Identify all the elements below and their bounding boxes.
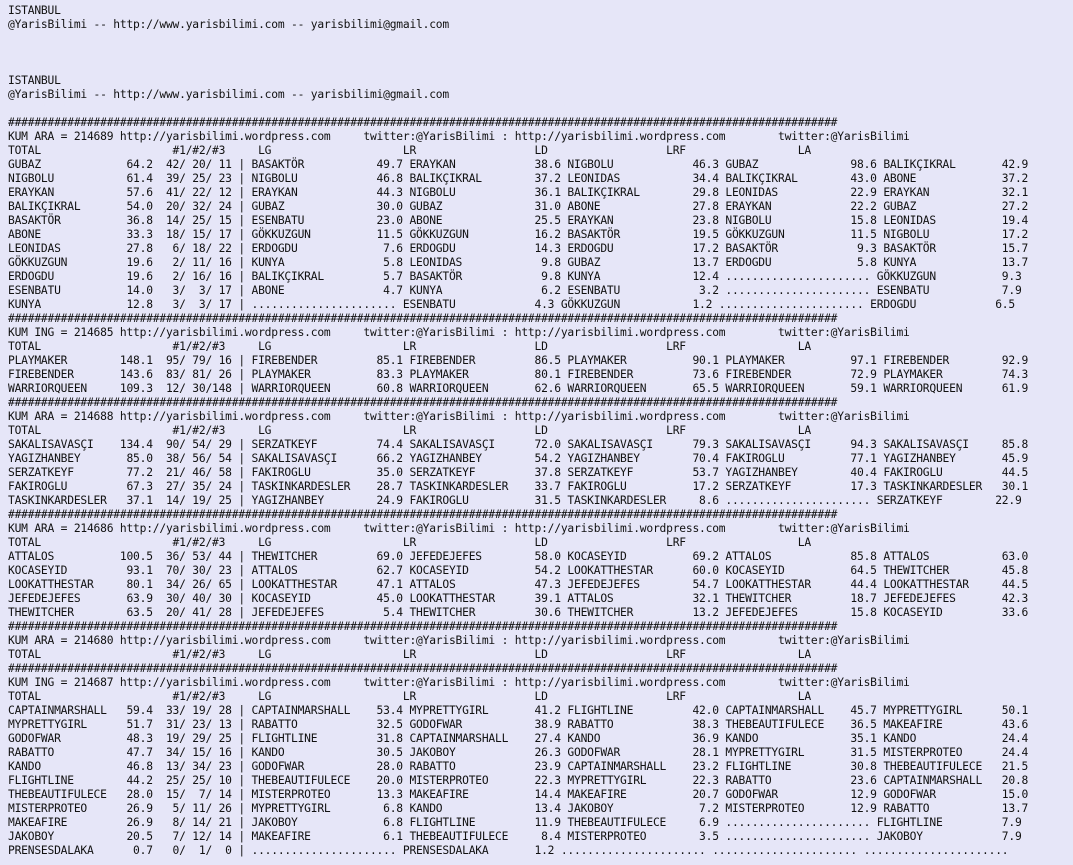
text-line: JAKOBOY 20.5 7/ 12/ 14 | MAKEAFIRE 6.1 THEBEAUTIFULECE 8.4 MISTERPROTEO 3.5 ...................... JAKOBOY 7.9 <box>8 830 1022 843</box>
text-line: KUM ARA = 214680 http://yarisbilimi.wordpress.com twitter:@YarisBilimi : http://yarisbilimi.wordpress.com twitter:@YarisBilimi <box>8 634 910 647</box>
text-line: SERZATKEYF 77.2 21/ 46/ 58 | FAKIROGLU 35.0 SERZATKEYF 37.8 SERZATKEYF 53.7 YAGIZHANBEY 40.4 FAKIROGLU 44.5 <box>8 466 1029 479</box>
text-line: ATTALOS 100.5 36/ 53/ 44 | THEWITCHER 69.0 JEFEDEJEFES 58.0 KOCASEYID 69.2 ATTALOS 85.8 ATTALOS 63.0 <box>8 550 1029 563</box>
text-line: WARRIORQUEEN 109.3 12/ 30/148 | WARRIORQUEEN 60.8 WARRIORQUEEN 62.6 WARRIORQUEEN 65.5 WARRIORQUEEN 59.1 WARRIORQUEEN 61.9 <box>8 382 1029 395</box>
text-line: YAGIZHANBEY 85.0 38/ 56/ 54 | SAKALISAVASÇI 66.2 YAGIZHANBEY 54.2 YAGIZHANBEY 70.4 FAKIROGLU 77.1 YAGIZHANBEY 45.9 <box>8 452 1029 465</box>
text-line: GODOFWAR 48.3 19/ 29/ 25 | FLIGHTLINE 31.8 CAPTAINMARSHALL 27.4 KANDO 36.9 KANDO 35.1 KANDO 24.4 <box>8 732 1029 745</box>
text-line: PLAYMAKER 148.1 95/ 79/ 16 | FIREBENDER 85.1 FIREBENDER 86.5 PLAYMAKER 90.1 PLAYMAKER 97.1 FIREBENDER 92.9 <box>8 354 1029 367</box>
text-line: ERDOGDU 19.6 2/ 16/ 16 | BALIKÇIKRAL 5.7 BASAKTÖR 9.8 KUNYA 12.4 ...................... GÖKKUZGUN 9.3 <box>8 270 1022 283</box>
blank-line <box>8 102 1073 116</box>
text-line: BALIKÇIKRAL 54.0 20/ 32/ 24 | GUBAZ 30.0 GUBAZ 31.0 ABONE 27.8 ERAYKAN 22.2 GUBAZ 27.2 <box>8 200 1029 213</box>
text-line: KUM ARA = 214688 http://yarisbilimi.wordpress.com twitter:@YarisBilimi : http://yarisbilimi.wordpress.com twitter:@YarisBilimi <box>8 410 910 423</box>
separator-line: ############################################################################################################################## <box>8 396 838 409</box>
text-line: @YarisBilimi -- http://www.yarisbilimi.com -- yarisbilimi@gmail.com <box>8 88 449 101</box>
text-line: ISTANBUL <box>8 4 61 17</box>
text-line: RABATTO 47.7 34/ 15/ 16 | KANDO 30.5 JAKOBOY 26.3 GODOFWAR 28.1 MYPRETTYGIRL 31.5 MISTERPROTEO 24.4 <box>8 746 1029 759</box>
text-line: TOTAL #1/#2/#3 LG LR LD LRF LA <box>8 424 811 437</box>
text-line: FLIGHTLINE 44.2 25/ 25/ 10 | THEBEAUTIFULECE 20.0 MISTERPROTEO 22.3 MYPRETTYGIRL 22.3 RABATTO 23.6 CAPTAINMARSHALL 20.8 <box>8 774 1029 787</box>
text-line: FAKIROGLU 67.3 27/ 35/ 24 | TASKINKARDESLER 28.7 TASKINKARDESLER 33.7 FAKIROGLU 17.2 SERZATKEYF 17.3 TASKINKARDESLER 30.1 <box>8 480 1029 493</box>
text-line: GÖKKUZGUN 19.6 2/ 11/ 16 | KUNYA 5.8 LEONIDAS 9.8 GUBAZ 13.7 ERDOGDU 5.8 KUNYA 13.7 <box>8 256 1029 269</box>
text-line: GUBAZ 64.2 42/ 20/ 11 | BASAKTÖR 49.7 ERAYKAN 38.6 NIGBOLU 46.3 GUBAZ 98.6 BALIKÇIKRAL 42.9 <box>8 158 1029 171</box>
text-line: JEFEDEJEFES 63.9 30/ 40/ 30 | KOCASEYID 45.0 LOOKATTHESTAR 39.1 ATTALOS 32.1 THEWITCHER 18.7 JEFEDEJEFES 42.3 <box>8 592 1029 605</box>
blank-line <box>8 46 1073 60</box>
text-line: THEWITCHER 63.5 20/ 41/ 28 | JEFEDEJEFES 5.4 THEWITCHER 30.6 THEWITCHER 13.2 JEFEDEJEFES 15.8 KOCASEYID 33.6 <box>8 606 1029 619</box>
text-line: KANDO 46.8 13/ 34/ 23 | GODOFWAR 28.0 RABATTO 23.9 CAPTAINMARSHALL 23.2 FLIGHTLINE 30.8 THEBEAUTIFULECE 21.5 <box>8 760 1029 773</box>
text-line: KUM ING = 214685 http://yarisbilimi.wordpress.com twitter:@YarisBilimi : http://yarisbilimi.wordpress.com twitter:@YarisBilimi <box>8 326 910 339</box>
text-line: KUM ARA = 214689 http://yarisbilimi.wordpress.com twitter:@YarisBilimi : http://yarisbilimi.wordpress.com twitter:@YarisBilimi <box>8 130 910 143</box>
text-line: KUNYA 12.8 3/ 3/ 17 | ...................... ESENBATU 4.3 GÖKKUZGUN 1.2 ...................... ERDOGDU 6.5 <box>8 298 1015 311</box>
text-line: MISTERPROTEO 26.9 5/ 11/ 26 | MYPRETTYGIRL 6.8 KANDO 13.4 JAKOBOY 7.2 MISTERPROTEO 12.9 RABATTO 13.7 <box>8 802 1029 815</box>
text-line: ERAYKAN 57.6 41/ 22/ 12 | ERAYKAN 44.3 NIGBOLU 36.1 BALIKÇIKRAL 29.8 LEONIDAS 22.9 ERAYKAN 32.1 <box>8 186 1029 199</box>
text-line: TASKINKARDESLER 37.1 14/ 19/ 25 | YAGIZHANBEY 24.9 FAKIROGLU 31.5 TASKINKARDESLER 8.6 ...................... SERZATKEYF 22.9 <box>8 494 1022 507</box>
separator-line: ############################################################################################################################## <box>8 620 838 633</box>
text-line: LOOKATTHESTAR 80.1 34/ 26/ 65 | LOOKATTHESTAR 47.1 ATTALOS 47.3 JEFEDEJEFES 54.7 LOOKATTHESTAR 44.4 LOOKATTHESTAR 44.5 <box>8 578 1029 591</box>
separator-line: ############################################################################################################################## <box>8 662 838 675</box>
text-line: TOTAL #1/#2/#3 LG LR LD LRF LA <box>8 340 811 353</box>
separator-line: ############################################################################################################################## <box>8 508 838 521</box>
text-line: ISTANBUL <box>8 74 61 87</box>
text-line: TOTAL #1/#2/#3 LG LR LD LRF LA <box>8 536 811 549</box>
text-line: SAKALISAVASÇI 134.4 90/ 54/ 29 | SERZATKEYF 74.4 SAKALISAVASÇI 72.0 SAKALISAVASÇI 79.3 SAKALISAVASÇI 94.3 SAKALISAVASÇI 85.8 <box>8 438 1029 451</box>
text-line: LEONIDAS 27.8 6/ 18/ 22 | ERDOGDU 7.6 ERDOGDU 14.3 ERDOGDU 17.2 BASAKTÖR 9.3 BASAKTÖR 15.7 <box>8 242 1029 255</box>
text-line: TOTAL #1/#2/#3 LG LR LD LRF LA <box>8 648 811 661</box>
text-line: TOTAL #1/#2/#3 LG LR LD LRF LA <box>8 144 811 157</box>
text-line: @YarisBilimi -- http://www.yarisbilimi.com -- yarisbilimi@gmail.com <box>8 18 449 31</box>
text-line: MAKEAFIRE 26.9 8/ 14/ 21 | JAKOBOY 6.8 FLIGHTLINE 11.9 THEBEAUTIFULECE 6.9 ...................... FLIGHTLINE 7.9 <box>8 816 1022 829</box>
text-line: PRENSESDALAKA 0.7 0/ 1/ 0 | ...................... PRENSESDALAKA 1.2 ...................... ...................... ...................... <box>8 844 1009 857</box>
text-line: BASAKTÖR 36.8 14/ 25/ 15 | ESENBATU 23.0 ABONE 25.5 ERAYKAN 23.8 NIGBOLU 15.8 LEONIDAS 19.4 <box>8 214 1029 227</box>
separator-line: ############################################################################################################################## <box>8 116 838 129</box>
text-line: MYPRETTYGIRL 51.7 31/ 23/ 13 | RABATTO 32.5 GODOFWAR 38.9 RABATTO 38.3 THEBEAUTIFULECE 36.5 MAKEAFIRE 43.6 <box>8 718 1029 731</box>
text-line: ESENBATU 14.0 3/ 3/ 17 | ABONE 4.7 KUNYA 6.2 ESENBATU 3.2 ...................... ESENBATU 7.9 <box>8 284 1022 297</box>
text-line: KUM ING = 214687 http://yarisbilimi.wordpress.com twitter:@YarisBilimi : http://yarisbilimi.wordpress.com twitter:@YarisBilimi <box>8 676 910 689</box>
text-line: CAPTAINMARSHALL 59.4 33/ 19/ 28 | CAPTAINMARSHALL 53.4 MYPRETTYGIRL 41.2 FLIGHTLINE 42.0 CAPTAINMARSHALL 45.7 MYPRETTYGIRL 50.1 <box>8 704 1029 717</box>
text-line: TOTAL #1/#2/#3 LG LR LD LRF LA <box>8 690 811 703</box>
separator-line: ############################################################################################################################## <box>8 312 838 325</box>
text-line: KUM ARA = 214686 http://yarisbilimi.wordpress.com twitter:@YarisBilimi : http://yarisbilimi.wordpress.com twitter:@YarisBilimi <box>8 522 910 535</box>
text-line: ABONE 33.3 18/ 15/ 17 | GÖKKUZGUN 11.5 GÖKKUZGUN 16.2 BASAKTÖR 19.5 GÖKKUZGUN 11.5 NIGBOLU 17.2 <box>8 228 1029 241</box>
text-line: NIGBOLU 61.4 39/ 25/ 23 | NIGBOLU 46.8 BALIKÇIKRAL 37.2 LEONIDAS 34.4 BALIKÇIKRAL 43.0 ABONE 37.2 <box>8 172 1029 185</box>
text-line: FIREBENDER 143.6 83/ 81/ 26 | PLAYMAKER 83.3 PLAYMAKER 80.1 FIREBENDER 73.6 FIREBENDER 72.9 PLAYMAKER 74.3 <box>8 368 1029 381</box>
blank-line <box>8 60 1073 74</box>
text-line: THEBEAUTIFULECE 28.0 15/ 7/ 14 | MISTERPROTEO 13.3 MAKEAFIRE 14.4 MAKEAFIRE 20.7 GODOFWAR 12.9 GODOFWAR 15.0 <box>8 788 1029 801</box>
blank-line <box>8 32 1073 46</box>
text-line: KOCASEYID 93.1 70/ 30/ 23 | ATTALOS 62.7 KOCASEYID 54.2 LOOKATTHESTAR 60.0 KOCASEYID 64.5 THEWITCHER 45.8 <box>8 564 1029 577</box>
